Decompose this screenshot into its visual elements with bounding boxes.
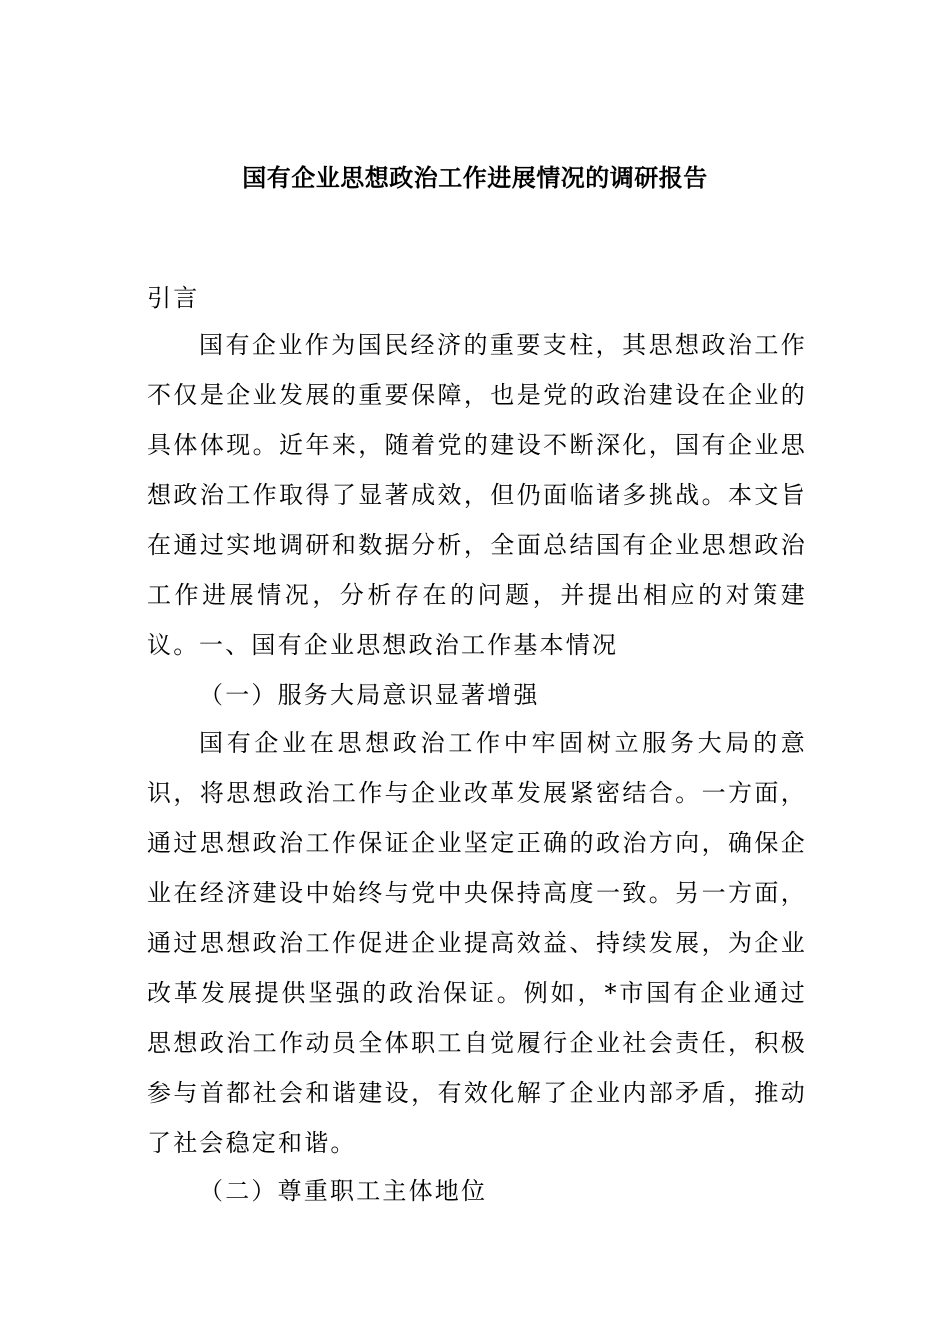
document-title: 国有企业思想政治工作进展情况的调研报告 [242,163,708,192]
subsection-heading-2: （二）尊重职工主体地位 [199,1177,488,1205]
intro-label: 引言 [147,284,200,312]
subsection-1-paragraph: 国有企业在思想政治工作中牢固树立服务大局的意识，将思想政治工作与企业改革发展紧密结合。一方面，通过思想政治工作保证企业坚定正确的政治方向，确保企业在经济建设中始终与党中央保持高度一致。另一方面，通过思想政治工作促进企业提高效益、持续发展，为企业改革发展提供坚强的政治保证。例如，*市国有企业通过思想政治工作动员全体职工自觉履行企业社会责任，积极参与首都社会和谐建设，有效化解了企业内部矛盾，推动了社会稳定和谐。 [147,729,807,1157]
subsection-heading-1: （一）服务大局意识显著增强 [199,681,540,709]
section-heading-1: 一、国有企业思想政治工作基本情况 [199,631,619,659]
intro-paragraph: 国有企业作为国民经济的重要支柱，其思想政治工作不仅是企业发展的重要保障，也是党的政治建设在企业的具体体现。近年来，随着党的建设不断深化，国有企业思想政治工作取得了显著成效，但仍面临诸多挑战。本文旨在通过实地调研和数据分析，全面总结国有企业思想政治工作进展情况，分析存在的问题，并提出相应的对策建议。 [147,331,807,659]
